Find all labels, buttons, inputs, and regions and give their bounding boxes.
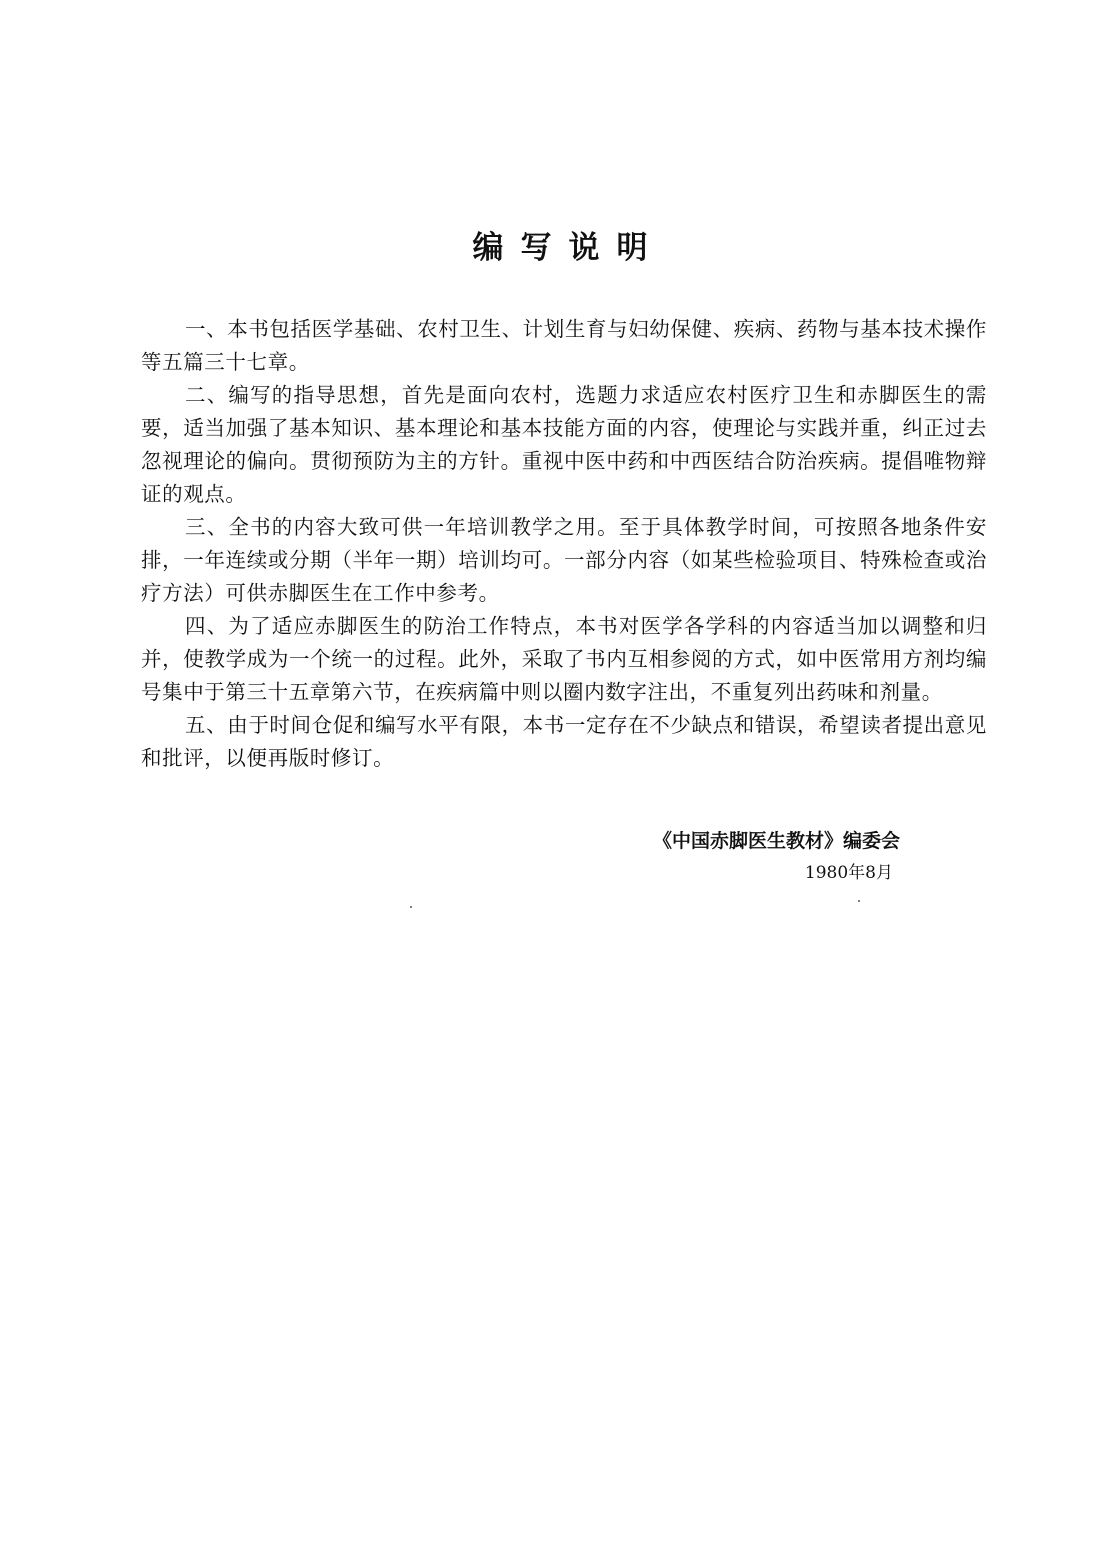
paragraph-5: 五、由于时间仓促和编写水平有限，本书一定存在不少缺点和错误，希望读者提出意见和批评，以便再版时修订。 xyxy=(141,713,987,770)
paragraph-4: 四、为了适应赤脚医生的防治工作特点，本书对医学各学科的内容适当加以调整和归并，使教学成为一个统一的过程。此外，采取了书内互相参阅的方式，如中医常用方剂均编号集中于第三十五章第六节，在疾病篇中则以圈内数字注出，不重复列出药味和剂量。 xyxy=(141,614,987,704)
date: 1980年8月 xyxy=(804,863,893,883)
paragraph-3: 三、全书的内容大致可供一年培训教学之用。至于具体教学时间，可按照各地条件安排，一年连续或分期（半年一期）培训均可。一部分内容（如某些检验项目、特殊检查或治疗方法）可供赤脚医生在工作中参考。 xyxy=(141,515,987,605)
scan-speck xyxy=(858,900,860,902)
page-title: 编写说明 xyxy=(472,230,665,266)
paragraph-1: 一、本书包括医学基础、农村卫生、计划生育与妇幼保健、疾病、药物与基本技术操作等五篇三十七章。 xyxy=(141,317,987,374)
paragraph-2: 二、编写的指导思想，首先是面向农村，选题力求适应农村医疗卫生和赤脚医生的需要，适当加强了基本知识、基本理论和基本技能方面的内容，使理论与实践并重，纠正过去忽视理论的偏向。贯彻预防为主的方针。重视中医中药和中西医结合防治疾病。提倡唯物辩证的观点。 xyxy=(141,383,987,506)
signature: 《中国赤脚医生教材》编委会 xyxy=(652,830,900,852)
scan-speck xyxy=(410,906,412,908)
document-body xyxy=(141,313,987,775)
